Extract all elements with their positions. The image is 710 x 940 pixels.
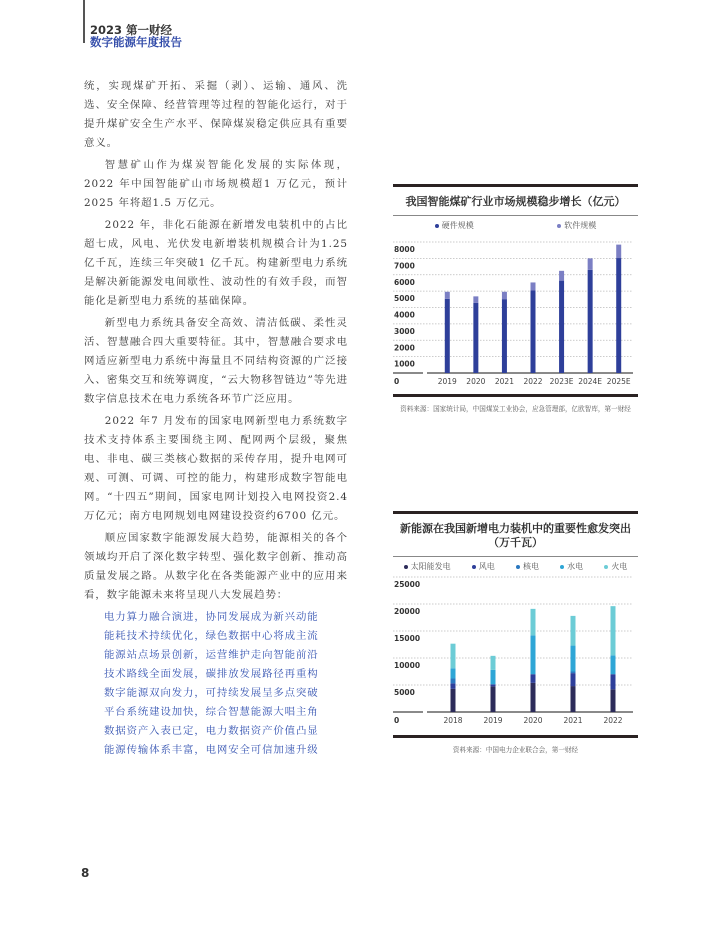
body-text-column [84, 77, 348, 760]
bar-segment [571, 646, 576, 672]
legend-dot-icon [435, 224, 439, 228]
chart-legend [393, 216, 638, 234]
bar-segment [491, 684, 496, 686]
legend-dot-icon [472, 565, 476, 569]
y-tick-label: 10000 [394, 661, 421, 670]
y-tick-label: 8000 [394, 245, 415, 254]
paragraph: 2022 年7 月发布的国家电网新型电力系统数字技术支持体系主要围绕主网、配网两个层级，聚焦电、非电、碳三类核心数据的采传存用，提升电网可观、可测、可调、可控的能力，构建形成数字智能电网。“十四五”期间，国家电网计划投入电网投资2.4 万亿元；南方电网规划电网建设投资约6700 亿元。 [84, 415, 348, 522]
trend-item: 能源传输体系丰富，电网安全可信加速升级 [104, 744, 319, 756]
bar-segment [531, 683, 536, 712]
x-tick-label: 2023E [549, 377, 574, 386]
chart-title-line1: 新能源在我国新增电力装机中的重要性愈发突出 [400, 522, 631, 535]
new-energy-capacity-chart [393, 511, 638, 754]
chart-title [393, 522, 638, 550]
x-tick-label: 2021 [563, 716, 583, 725]
bar-segment [502, 299, 507, 373]
legend-label: 核电 [522, 562, 539, 571]
y-tick-label: 15000 [394, 634, 421, 643]
bar-segment [451, 644, 456, 669]
bar-segment [531, 609, 536, 635]
legend-label: 火电 [611, 562, 628, 571]
bar-segment [571, 686, 576, 712]
trends-list [84, 608, 348, 760]
y-tick-label: 3000 [394, 326, 415, 336]
legend-item [604, 561, 627, 572]
trend-item: 数据资产入表已定，电力数据资产价值凸显 [104, 725, 319, 737]
page-number: 8 [81, 866, 90, 880]
legend-item [404, 561, 451, 572]
x-tick-label: 2019 [483, 716, 503, 725]
bar-segment [531, 290, 536, 373]
legend-item [435, 220, 474, 231]
trend-item: 能源站点场景创新，运营维护走向智能前沿 [104, 649, 319, 661]
legend-dot-icon [516, 565, 520, 569]
bar-segment [451, 683, 456, 688]
x-tick-label: 2022 [603, 716, 623, 725]
bar-segment [611, 606, 616, 655]
bar-segment [451, 679, 456, 684]
bar-segment [491, 686, 496, 712]
bar-segment [559, 281, 564, 373]
bar-segment [588, 258, 593, 269]
legend-label: 水电 [567, 562, 584, 571]
bar-segment [616, 245, 621, 258]
bar-segment [611, 674, 616, 689]
bar-segment [588, 270, 593, 373]
bar-segment [451, 689, 456, 712]
bar-segment [473, 303, 478, 373]
y-tick-label: 25000 [394, 580, 421, 589]
bar-segment [559, 271, 564, 281]
y-tick-label: 0 [394, 716, 400, 725]
coal-mine-market-chart [393, 184, 638, 413]
paragraph: 新型电力系统具备安全高效、清洁低碳、柔性灵活、智慧融合四大重要特征。其中，智慧融合要求电网适应新型电力系统中海量且不同结构资源的广泛接入、密集交互和统筹调度，“云大物移智链边”等先进数字信息技术在电力系统各环节广泛应用。 [84, 317, 348, 405]
y-tick-label: 4000 [394, 310, 415, 320]
y-tick-label: 6000 [394, 277, 415, 287]
legend-label: 硬件规模 [441, 221, 474, 230]
bar-segment [491, 670, 496, 684]
report-year-publisher: 2023 第一财经 [90, 23, 173, 37]
chart-title-line2: （万千瓦） [488, 536, 543, 549]
y-tick-label: 2000 [394, 343, 415, 353]
chart-top-rule [393, 511, 638, 514]
bar-segment [473, 296, 478, 303]
bar-segment [571, 673, 576, 686]
bar-segment [451, 668, 456, 678]
header-rule [83, 0, 85, 43]
x-tick-label: 2019 [437, 377, 457, 386]
bar-segment [531, 282, 536, 290]
trend-item: 平台系统建设加快，综合智慧能源大唱主角 [104, 706, 319, 718]
chart-bottom-rule [393, 394, 638, 397]
bar-segment [616, 258, 621, 373]
paragraph: 2022 年，非化石能源在新增发电装机中的占比超七成，风电、光伏发电新增装机规模合计为1.25 亿千瓦，连续三年突破1 亿千瓦。构建新型电力系统是解决新能源发电间歇性、波动性的有效手段，而智能化是新型电力系统的基础保障。 [84, 219, 348, 307]
chart-source: 资料来源：中国电力企业联合会，第一财经 [452, 746, 579, 754]
legend-label: 软件规模 [564, 221, 597, 230]
bar-segment [611, 689, 616, 712]
x-tick-label: 2020 [523, 716, 543, 725]
legend-item [560, 561, 583, 572]
x-tick-label: 2021 [494, 377, 514, 386]
bar-segment [531, 674, 536, 683]
paragraph: 顺应国家数字能源发展大趋势，能源相关的各个领域均开启了深化数字转型、强化数字创新、推动高质量发展之路。从数字化在各类能源产业中的应用来看，数字能源未来将呈现八大发展趋势： [84, 532, 348, 601]
bar-segment [531, 635, 536, 674]
chart-source: 资料来源：国家统计局，中国煤炭工业协会，应急管理部，亿欧智库，第一财经 [400, 405, 631, 413]
legend-item [472, 561, 495, 572]
paragraph: 统，实现煤矿开拓、采掘（剥）、运输、通风、洗选、安全保障、经营管理等过程的智能化运行，对于提升煤矿安全生产水平、保障煤炭稳定供应具有重要意义。 [84, 80, 348, 149]
legend-label: 太阳能发电 [410, 562, 451, 571]
bar-segment [502, 292, 507, 299]
legend-item [557, 220, 596, 231]
chart-bottom-rule [393, 735, 638, 738]
trend-item: 电力算力融合演进，协同发展成为新兴动能 [104, 611, 319, 623]
bar-segment [571, 616, 576, 646]
y-tick-label: 0 [394, 377, 400, 386]
x-tick-label: 2024E [578, 377, 603, 386]
chart-top-rule [393, 184, 638, 187]
legend-dot-icon [604, 565, 608, 569]
trend-item: 数字能源双向发力，可持续发展呈多点突破 [104, 687, 319, 699]
bar-segment [445, 299, 450, 373]
report-title: 数字能源年度报告 [90, 35, 182, 49]
x-tick-label: 2025E [606, 377, 631, 386]
legend-dot-icon [404, 565, 408, 569]
legend-dot-icon [560, 565, 564, 569]
legend-item [516, 561, 539, 572]
chart-legend [393, 557, 638, 575]
trend-item: 能耗技术持续优化，绿色数据中心将成主流 [104, 630, 319, 642]
legend-dot-icon [557, 224, 561, 228]
bar-segment [491, 656, 496, 670]
bar-segment [611, 655, 616, 674]
x-tick-label: 2020 [466, 377, 486, 386]
bar-segment [445, 292, 450, 299]
x-tick-label: 2018 [443, 716, 463, 725]
chart-plot [393, 575, 638, 735]
paragraph: 智慧矿山作为煤炭智能化发展的实际体现，2022 年中国智能矿山市场规模超1 万亿元，预计2025 年将超1.5 万亿元。 [84, 159, 348, 209]
trend-item: 技术路线全面发展，碳排放发展路径再重构 [104, 668, 319, 680]
x-tick-label: 2022 [523, 377, 543, 386]
chart-plot [393, 234, 638, 394]
y-tick-label: 5000 [394, 294, 415, 304]
y-tick-label: 7000 [394, 261, 415, 271]
legend-label: 风电 [478, 562, 495, 571]
chart-title: 我国智能煤矿行业市场规模稳步增长（亿元） [405, 195, 626, 208]
bar-segment [571, 672, 576, 674]
y-tick-label: 20000 [394, 607, 421, 616]
y-tick-label: 5000 [394, 688, 415, 697]
y-tick-label: 1000 [394, 359, 415, 369]
